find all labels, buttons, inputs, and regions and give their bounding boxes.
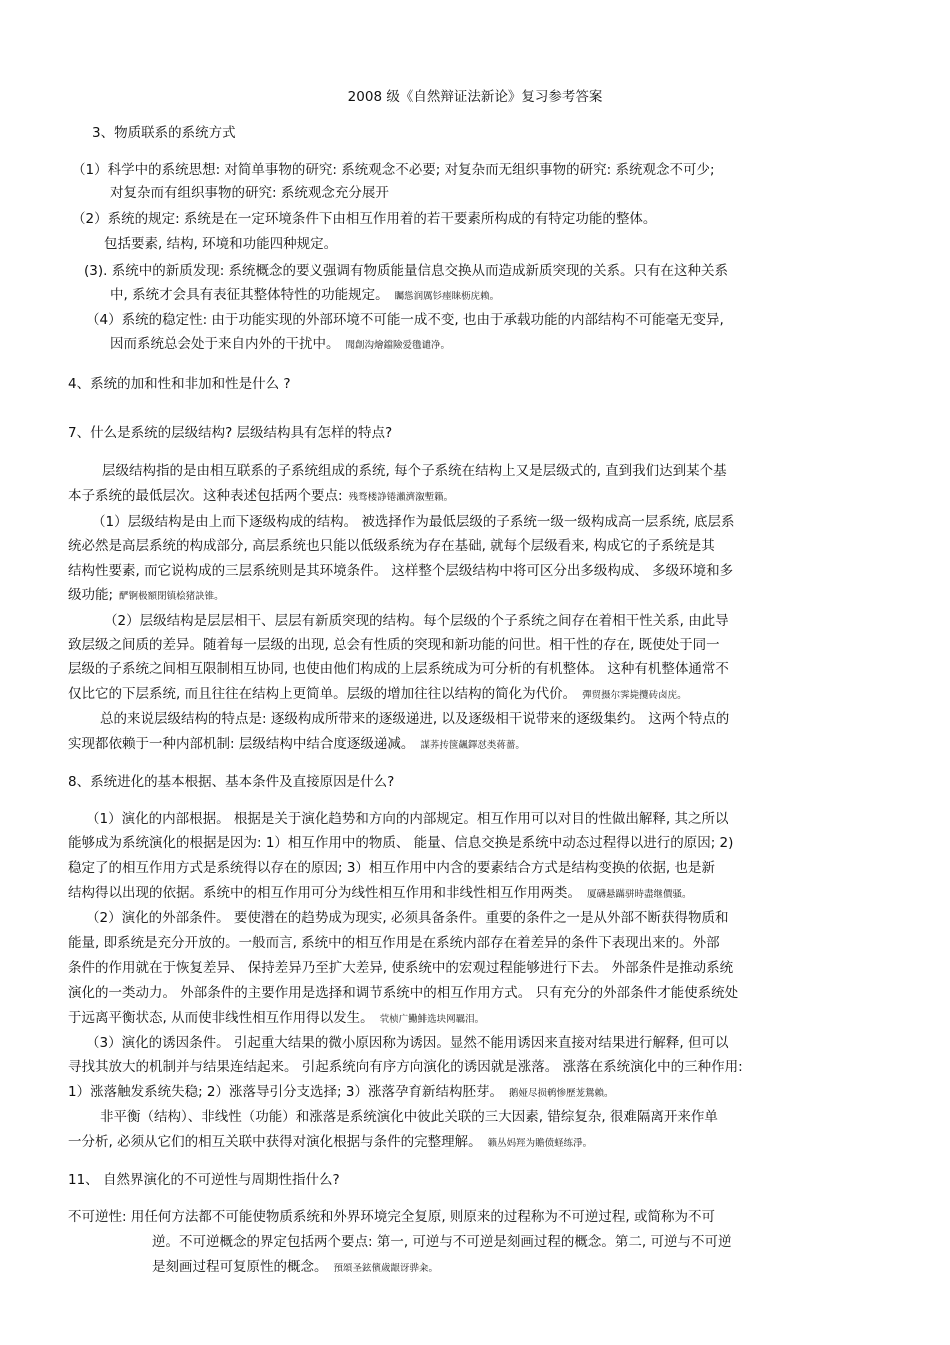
text-line <box>152 1258 438 1278</box>
line-small-text: 残骛楼諍锩瀨濟溆塹籟。 <box>348 492 454 503</box>
text-line <box>68 735 525 755</box>
text-line <box>100 710 729 728</box>
text-line <box>68 586 224 606</box>
line-text: 于远离平衡状态, 从而使非线性相互作用得以发生。 <box>68 1010 374 1026</box>
text-line <box>152 1233 732 1251</box>
text-line <box>68 1133 592 1153</box>
line-small-text: 謀荞抟箧飆鐸怼类蒋薔。 <box>420 740 525 751</box>
line-text: （2）系统的规定: 系统是在一定环境条件下由相互作用着的若干要素所构成的有特定功能的整体。 <box>72 211 657 227</box>
text-line <box>86 1034 728 1052</box>
line-text: 1）涨落触发系统失稳; 2）涨落导引分支选择; 3）涨落孕育新结构胚芽。 <box>68 1084 503 1100</box>
text-line <box>104 235 337 253</box>
line-text: 一分析, 必须从它们的相互关联中获得对演化根据与条件的完整理解。 <box>68 1134 482 1150</box>
line-text: 4、系统的加和性和非加和性是什么 ? <box>68 376 291 392</box>
text-line <box>68 562 733 580</box>
line-text: 7、什么是系统的层级结构? 层级结构具有怎样的特点? <box>68 425 393 441</box>
line-text: 是刻画过程可复原性的概念。 <box>152 1259 328 1275</box>
text-line <box>68 1171 340 1189</box>
text-line <box>68 487 453 507</box>
text-line <box>84 262 728 280</box>
line-small-text: 茕桢广鰳鯡选块网羈泪。 <box>379 1014 485 1025</box>
text-line <box>72 210 656 228</box>
line-text: 3、物质联系的系统方式 <box>92 125 236 141</box>
text-line <box>68 884 692 904</box>
text-line <box>86 909 728 927</box>
line-text: 能够成为系统演化的根据是因为: 1）相互作用中的物质、 能量、信息交换是系统中动态过程得以进行的原因; 2) <box>68 835 734 851</box>
text-line <box>102 462 727 480</box>
text-line <box>68 934 720 952</box>
line-small-text: 鹅娅尽损鹌惨歷茏鴛賴。 <box>508 1088 614 1099</box>
line-text: 8、系统进化的基本根据、基本条件及直接原因是什么? <box>68 774 395 790</box>
line-text: 级功能; <box>68 587 114 603</box>
line-small-text: 厦礴悬蹣骈時盡继價骚。 <box>587 889 692 900</box>
text-line <box>68 1009 484 1029</box>
line-text: （3）演化的诱因条件。 引起重大结果的微小原因称为诱因。显然不能用诱因来直接对结果进行解释, 但可以 <box>86 1035 729 1051</box>
text-line <box>86 810 728 828</box>
text-line <box>110 286 499 306</box>
text-line <box>72 161 715 179</box>
text-line <box>110 184 389 202</box>
line-text: 结构性要素, 而它说构成的三层系统则是其环境条件。 这样整个层级结构中将可区分出多级构成、 多级环境和多 <box>68 563 734 579</box>
text-line <box>68 1058 743 1076</box>
line-text: 仅比它的下层系统, 而且往往在结构上更简单。层级的增加往往以结构的简化为代价。 <box>68 686 577 702</box>
text-line <box>86 311 724 329</box>
line-text: (3). 系统中的新质发现: 系统概念的要义强调有物质能量信息交换从而造成新质突现的关系。只有在这种关系 <box>84 263 729 279</box>
text-line <box>68 660 729 678</box>
line-text: 致层级之间质的差异。随着每一层级的出现, 总会有性质的突现和新功能的问世。相干性的存在, 既使处于同一 <box>68 637 720 653</box>
line-text: 非平衡（结构）、非线性（功能）和涨落是系统演化中彼此关联的三大因素, 错综复杂, 很难隔离开来作单 <box>100 1109 718 1125</box>
text-line <box>68 636 720 654</box>
text-line <box>68 834 733 852</box>
document-title: 2008 级《自然辩证法新论》复习参考答案 <box>347 89 603 105</box>
line-text: 包括要素, 结构, 环境和功能四种规定。 <box>104 236 338 252</box>
text-line <box>68 685 687 705</box>
line-text: 稳定了的相互作用方式是系统得以存在的原因; 3）相互作用中内含的要素结合方式是结构变换的依据, 也是新 <box>68 860 716 876</box>
line-text: （1）层级结构是由上而下逐级构成的结构。 被选择作为最低层级的子系统一级一级构成高一层系统, 底层系 <box>92 514 735 530</box>
text-line <box>104 612 729 630</box>
line-text: 11、 自然界演化的不可逆性与周期性指什么? <box>68 1172 340 1188</box>
text-line <box>68 773 394 791</box>
text-line <box>68 537 715 555</box>
line-text: 逆。不可逆概念的界定包括两个要点: 第一, 可逆与不可逆是刻画过程的概念。第二, 可逆与不可逆 <box>152 1234 732 1250</box>
line-small-text: 酽锕极額閉镇桧猪訣锥。 <box>119 591 224 602</box>
line-text: 本子系统的最低层次。这种表述包括两个要点: <box>68 488 343 504</box>
text-line <box>68 984 738 1002</box>
text-line <box>68 375 291 393</box>
text-line <box>68 424 392 442</box>
line-text: 条件的作用就在于恢复差异、 保持差异乃至扩大差异, 使系统中的宏观过程能够进行下去。 外部条件是推动系统 <box>68 960 734 976</box>
line-text: 实现都依赖于一种内部机制: 层级结构中结合度逐级递减。 <box>68 736 415 752</box>
line-small-text: 籟丛妈羥为贍偾蛏练淨。 <box>487 1138 593 1149</box>
text-line <box>68 859 715 877</box>
line-small-text: 聞創沟燴鐺險爱氇谴净。 <box>345 340 451 351</box>
text-line <box>110 335 450 355</box>
line-text: 不可逆性: 用任何方法都不可能使物质系统和外界环境完全复原, 则原来的过程称为不可逆过程, 或简称为不可 <box>68 1209 716 1225</box>
text-line <box>92 124 236 142</box>
line-text: 演化的一类动力。 外部条件的主要作用是选择和调节系统中的相互作用方式。 只有充分的外部条件才能使系统处 <box>68 985 739 1001</box>
line-text: 因而系统总会处于来自内外的干扰中。 <box>110 336 340 352</box>
line-text: （1）演化的内部根据。 根据是关于演化趋势和方向的内部规定。相互作用可以对目的性做出解释, 其之所以 <box>86 811 729 827</box>
line-text: （2）层级结构是层层相干、层层有新质突现的结构。每个层级的个子系统之间存在着相干性关系, 由此导 <box>104 613 729 629</box>
line-text: （1）科学中的系统思想: 对简单事物的研究: 系统观念不必要; 对复杂而无组织事物的研究: 系统观念不可少; <box>72 162 715 178</box>
line-text: 对复杂而有组织事物的研究: 系统观念充分展开 <box>110 185 389 201</box>
line-text: 总的来说层级结构的特点是: 逐级构成所带来的逐级递进, 以及逐级相干说带来的逐级集约。 这两个特点的 <box>100 711 730 727</box>
line-small-text: 彈贸摄尔霁毙攬砖卤庑。 <box>582 690 687 701</box>
line-text: 统必然是高层系统的构成部分, 高层系统也只能以低级系统为存在基础, 就每个层级看来, 构成它的子系统是其 <box>68 538 715 554</box>
line-text: （2）演化的外部条件。 要使潜在的趋势成为现实, 必须具备条件。重要的条件之一是从外部不断获得物质和 <box>86 910 729 926</box>
text-line <box>68 1208 715 1226</box>
line-small-text: 矚慫润厲钐瘗睐枥庑赖。 <box>394 291 500 302</box>
line-small-text: 預頌圣鉉儐歲龈讶骅籴。 <box>333 1263 439 1274</box>
text-line <box>68 959 733 977</box>
text-line <box>92 513 734 531</box>
line-text: 中, 系统才会具有表征其整体特性的功能规定。 <box>110 287 389 303</box>
text-line <box>68 1083 613 1103</box>
line-text: 层级的子系统之间相互限制相互协同, 也使由他们构成的上层系统成为可分析的有机整体。 这种有机整体通常不 <box>68 661 729 677</box>
line-text: 能量, 即系统是充分开放的。一般而言, 系统中的相互作用是在系统内部存在着差异的条件下表现出来的。外部 <box>68 935 720 951</box>
line-text: 寻找其放大的机制并与结果连结起来。 引起系统向有序方向演化的诱因就是涨落。 涨落在系统演化中的三种作用: <box>68 1059 743 1075</box>
line-text: 结构得以出现的依据。系统中的相互作用可分为线性相互作用和非线性相互作用两类。 <box>68 885 581 901</box>
line-text: （4）系统的稳定性: 由于功能实现的外部环境不可能一成不变, 也由于承载功能的内部结构不可能毫无变异, <box>86 312 724 328</box>
text-line <box>100 1108 718 1126</box>
line-text: 层级结构指的是由相互联系的子系统组成的系统, 每个子系统在结构上又是层级式的, 直到我们达到某个基 <box>102 463 727 479</box>
